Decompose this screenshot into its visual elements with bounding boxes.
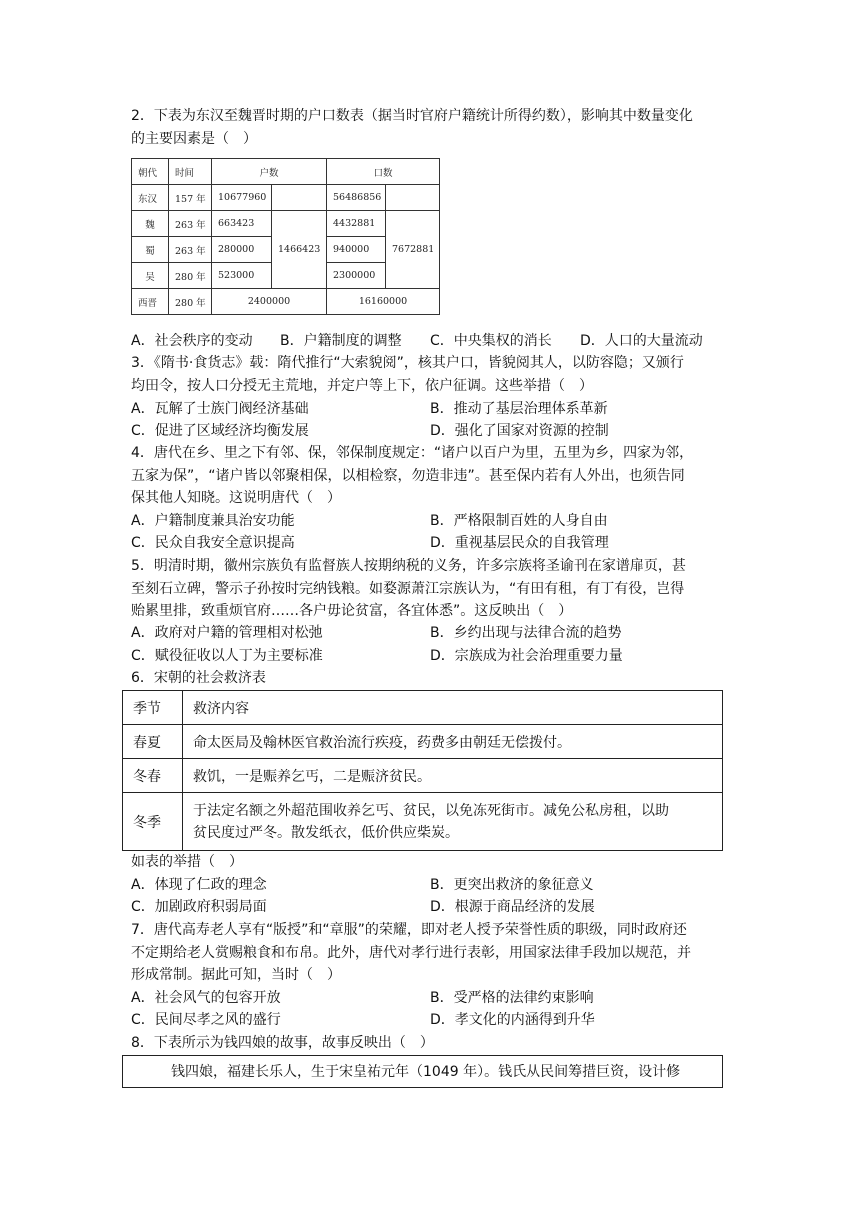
header-season: 季节 [123,691,183,725]
q5-option-a[interactable]: A．政府对户籍的管理相对松弛 [131,625,323,641]
cell-households: 2400000 [212,289,327,315]
cell-dynasty: 魏 [132,211,169,237]
cell-empty [386,185,440,211]
q5-option-d[interactable]: D．宗族成为社会治理重要力量 [430,648,623,664]
q7-option-d[interactable]: D．孝文化的内涵得到升华 [430,1012,595,1028]
q5-stem-line2: 至刻石立碑，警示子孙按时完纳钱粮。如婺源萧江宗族认为，“有田有租，有丁有役，岂得 [131,581,685,597]
q5-option-b[interactable]: B．乡约出现与法律合流的趋势 [430,625,622,641]
header-dynasty: 朝代 [132,159,169,185]
cell-empty [272,185,327,211]
table-row [132,185,440,211]
cell-content: 命太医局及翰林医官救治流行疾疫，药费多由朝廷无偿拨付。 [183,725,723,759]
cell-dynasty: 吴 [132,263,169,289]
q7-option-c[interactable]: C．民间尽孝之风的盛行 [131,1012,281,1028]
table-header-row [123,691,723,725]
q8-stem: 8．下表所示为钱四娘的故事，故事反映出（ ） [131,1035,434,1051]
cell-content-line: 于法定名额之外超范围收养乞丐、贫民，以免冻死街市。减免公私房租，以助 [193,802,669,819]
q7-stem-line3: 形成常制。据此可知，当时（ ） [131,967,341,983]
q4-option-d[interactable]: D．重视基层民众的自我管理 [430,535,609,551]
cell-households: 663423 [212,211,272,237]
cell-households: 10677960 [212,185,272,211]
q2-option-d[interactable]: D．人口的大量流动 [580,333,703,349]
cell-population: 940000 [327,237,386,263]
household-population-table [131,158,440,315]
q7-stem-line2: 不定期给老人赏赐粮食和布帛。此外，唐代对孝行进行表彰，用国家法律手段加以规范，并 [131,945,691,961]
header-households: 户数 [212,159,327,185]
q4-option-c[interactable]: C．民众自我安全意识提高 [131,535,295,551]
q6-option-c[interactable]: C．加剧政府积弱局面 [131,899,267,915]
q3-option-a[interactable]: A．瓦解了士族门阀经济基础 [131,401,309,417]
cell-time: 263 年 [169,211,212,237]
q5-stem-line1: 5．明清时期，徽州宗族负有监督族人按期纳税的义务，许多宗族将圣谕刊在家谱扉页，甚 [131,558,686,574]
q5-stem-line3: 贻累里排，致重烦官府……各户毋论贫富，各宜体悉”。这反映出（ ） [131,603,573,619]
cell-dynasty: 东汉 [132,185,169,211]
table-row [132,289,440,315]
cell-season: 春夏 [123,725,183,759]
q6-option-d[interactable]: D．根源于商品经济的发展 [430,899,595,915]
header-time: 时间 [169,159,212,185]
cell-season: 冬季 [123,793,183,851]
cell-population: 16160000 [327,289,440,315]
q2-stem-line2: 的主要因素是（ ） [131,131,257,147]
q3-option-d[interactable]: D．强化了国家对资源的控制 [430,423,609,439]
cell-content [183,793,723,851]
story-text: 钱四娘，福建长乐人，生于宋皇祐元年（1049 年）。钱氏从民间筹措巨资，设计修 [171,1064,681,1080]
q2-option-b[interactable]: B．户籍制度的调整 [280,333,402,349]
cell-time: 263 年 [169,237,212,263]
cell-three-kingdoms-population: 7672881 [386,211,440,289]
q6-title: 6．宋朝的社会救济表 [131,670,266,686]
cell-time: 280 年 [169,289,212,315]
q4-option-a[interactable]: A．户籍制度兼具治安功能 [131,513,295,529]
q4-option-b[interactable]: B．严格限制百姓的人身自由 [430,513,608,529]
table-row [123,759,723,793]
q3-stem-line2: 均田令，按人口分授无主荒地，并定户等上下，依户征调。这些举措（ ） [131,378,593,394]
cell-three-kingdoms-households: 1466423 [272,211,327,289]
q7-option-b[interactable]: B．受严格的法律约束影响 [430,990,594,1006]
q2-stem-line1: 2．下表为东汉至魏晋时期的户口数表（据当时官府户籍统计所得约数），影响其中数量变化 [131,108,693,124]
cell-time: 157 年 [169,185,212,211]
cell-content: 救饥，一是赈养乞丐，二是赈济贫民。 [183,759,723,793]
table-row [132,211,440,237]
cell-dynasty: 蜀 [132,237,169,263]
cell-population: 2300000 [327,263,386,289]
cell-content-line: 贫民度过严冬。散发纸衣，低价供应柴炭。 [193,824,459,841]
cell-population: 56486856 [327,185,386,211]
q4-stem-line3: 保其他人知晓。这说明唐代（ ） [131,490,341,506]
q3-option-b[interactable]: B．推动了基层治理体系革新 [430,401,608,417]
cell-population: 4432881 [327,211,386,237]
cell-dynasty: 西晋 [132,289,169,315]
cell-season: 冬春 [123,759,183,793]
q6-option-b[interactable]: B．更突出救济的象征意义 [430,877,594,893]
cell-households: 523000 [212,263,272,289]
table-row [123,725,723,759]
q3-stem-line1: 3．《隋书·食货志》载：隋代推行“大索貌阅”，核其户口，皆貌阅其人，以防容隐；又颁行 [131,355,684,371]
q6-option-a[interactable]: A．体现了仁政的理念 [131,877,267,893]
q7-option-a[interactable]: A．社会风气的包容开放 [131,990,281,1006]
cell-households: 280000 [212,237,272,263]
cell-time: 280 年 [169,263,212,289]
story-box [122,1055,723,1088]
q4-stem-line1: 4．唐代在乡、里之下有邻、保，邻保制度规定：“诸户以百户为里，五里为乡，四家为邻， [131,445,694,461]
q3-option-c[interactable]: C．促进了区域经济均衡发展 [131,423,309,439]
q5-option-c[interactable]: C．赋役征收以人丁为主要标准 [131,648,323,664]
q2-option-c[interactable]: C．中央集权的消长 [430,333,552,349]
q4-stem-line2: 五家为保”，“诸户皆以邻聚相保，以相检察，勿造非违”。甚至保内若有人外出，也须告同 [131,468,685,484]
table-row [123,793,723,851]
q2-option-a[interactable]: A．社会秩序的变动 [131,333,253,349]
header-population: 口数 [327,159,440,185]
q6-stem-after: 如表的举措（ ） [131,854,243,870]
table-header-row [132,159,440,185]
q7-stem-line1: 7．唐代高寿老人享有“版授”和“章服”的荣耀，即对老人授予荣誉性质的职级，同时政府还 [131,922,687,938]
social-relief-table [122,690,723,851]
header-content: 救济内容 [183,691,723,725]
